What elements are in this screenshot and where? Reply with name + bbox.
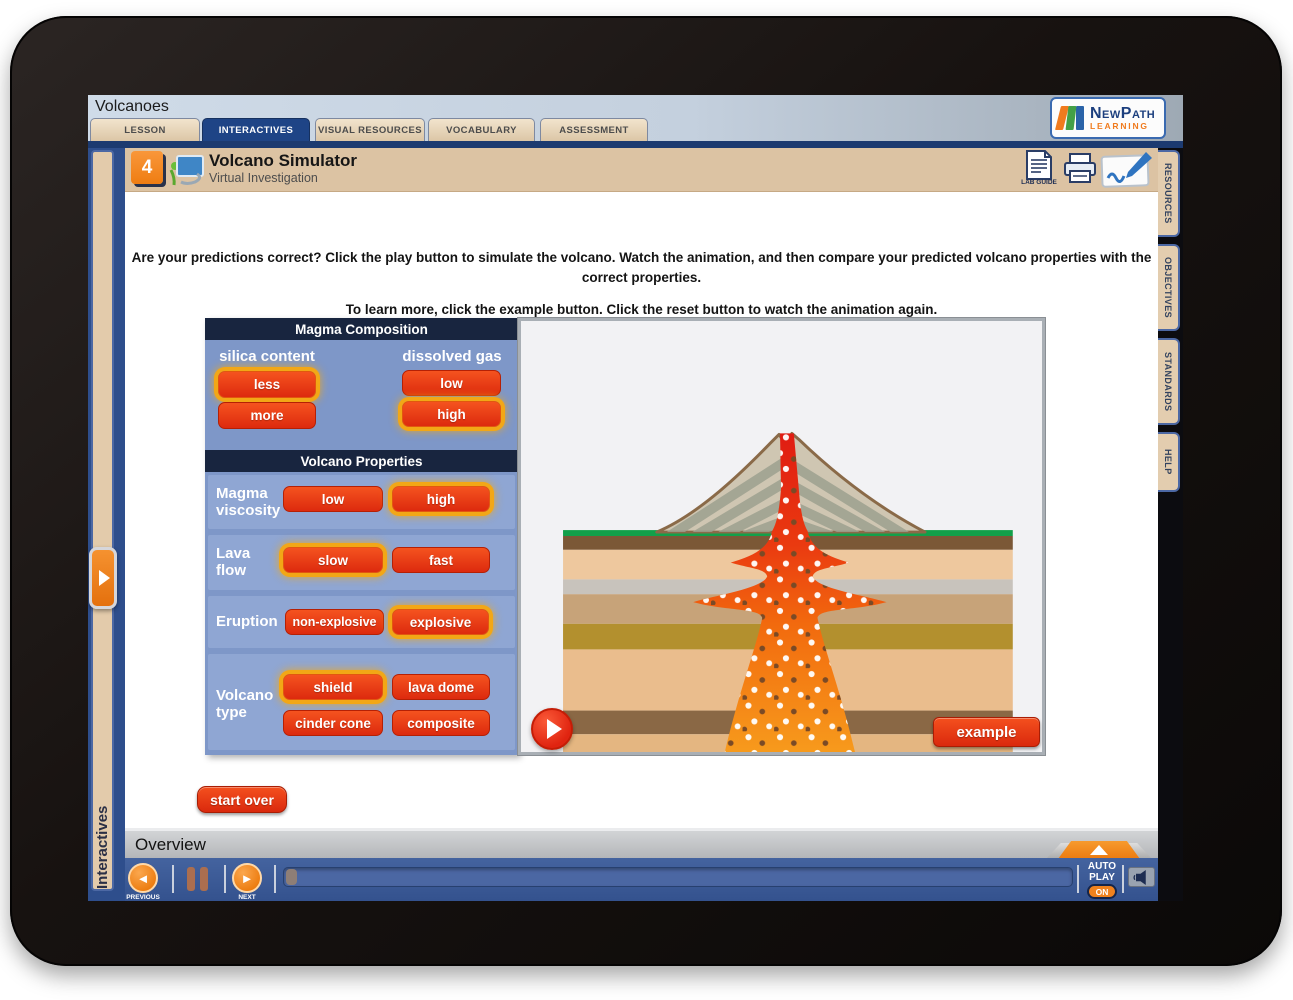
- newpath-learning-logo: [1050, 97, 1166, 139]
- prediction-panel: [205, 318, 518, 755]
- activity-subtitle: Virtual Investigation: [209, 171, 318, 185]
- viscosity-low-button[interactable]: low: [283, 486, 383, 512]
- logo-book-green-icon: [1066, 106, 1077, 130]
- whiteboard-icon[interactable]: [1100, 150, 1152, 188]
- main-content: [125, 148, 1158, 901]
- divider: [274, 865, 276, 893]
- divider: [1077, 865, 1079, 893]
- start-over-button[interactable]: start over: [197, 786, 287, 813]
- activity-header: [125, 148, 1158, 192]
- section-title: Overview: [135, 834, 206, 854]
- progress-track[interactable]: [283, 867, 1073, 887]
- expand-panel-tab[interactable]: [1058, 841, 1140, 859]
- type-cindercone-button[interactable]: cinder cone: [283, 710, 383, 736]
- magma-composition-header: Magma Composition: [205, 318, 518, 340]
- previous-button[interactable]: ◄: [128, 863, 158, 893]
- silica-more-button[interactable]: more: [218, 402, 316, 429]
- tablet-frame: [10, 16, 1282, 966]
- logo-brand-text: NewPath: [1090, 104, 1156, 122]
- tab-bar-divider: [88, 141, 1183, 148]
- tab-interactives[interactable]: INTERACTIVES: [202, 118, 310, 141]
- lava-flow-label: Lava flow: [216, 545, 251, 580]
- viscosity-high-button[interactable]: high: [392, 486, 490, 512]
- silica-less-button[interactable]: less: [218, 371, 316, 398]
- arrow-right-icon: [99, 570, 110, 586]
- volume-button[interactable]: [1128, 867, 1155, 887]
- magma-viscosity-label: Magma viscosity: [216, 485, 281, 520]
- logo-brand-subtext: LEARNING: [1090, 120, 1149, 131]
- type-shield-button[interactable]: shield: [283, 674, 383, 700]
- tab-resources[interactable]: RESOURCES: [1158, 150, 1180, 237]
- magma-viscosity-row: [208, 475, 515, 529]
- sidebar-tab-label: Interactives: [94, 805, 111, 889]
- lab-guide-label: LAB GUIDE: [1021, 179, 1057, 186]
- gas-low-button[interactable]: low: [402, 370, 501, 396]
- pause-button-bar-left[interactable]: [187, 867, 195, 891]
- tab-objectives[interactable]: OBJECTIVES: [1158, 244, 1180, 331]
- eruption-row: [208, 596, 515, 648]
- print-icon[interactable]: [1063, 153, 1097, 183]
- logo-book-blue-icon: [1076, 106, 1084, 130]
- tab-vocabulary[interactable]: VOCABULARY: [428, 118, 535, 141]
- play-button[interactable]: [531, 708, 573, 750]
- sidebar-tab-interactives[interactable]: [91, 150, 114, 891]
- instruction-line-1: Are your predictions correct? Click the play button to simulate the volcano. Watch the animation, and then compare your predicted volcano properties with the correct properties.: [131, 250, 1152, 286]
- sidebar-collapse-handle[interactable]: [89, 547, 117, 609]
- section-title-bar: [125, 828, 1158, 858]
- tab-standards[interactable]: STANDARDS: [1158, 338, 1180, 425]
- window-title: Volcanoes: [95, 98, 169, 115]
- flow-slow-button[interactable]: slow: [283, 547, 383, 573]
- type-composite-button[interactable]: composite: [392, 710, 490, 736]
- instruction-line-2: To learn more, click the example button. Click the reset button to watch the animation again.: [345, 302, 938, 317]
- lab-guide-icon[interactable]: [1025, 150, 1053, 180]
- flow-fast-button[interactable]: fast: [392, 547, 490, 573]
- gas-high-button[interactable]: high: [402, 401, 501, 427]
- playback-bar: [125, 858, 1158, 901]
- speaker-icon: [1133, 870, 1151, 885]
- pause-button-bar-right[interactable]: [200, 867, 208, 891]
- progress-thumb[interactable]: [286, 869, 297, 885]
- lava-flow-row: [208, 535, 515, 590]
- activity-title: Volcano Simulator: [209, 151, 357, 170]
- previous-label: PREVIOUS: [126, 894, 160, 901]
- type-lavadome-button[interactable]: lava dome: [392, 674, 490, 700]
- right-tab-strip: [1158, 148, 1183, 901]
- activity-number-badge: 4: [131, 151, 163, 184]
- next-button[interactable]: ►: [232, 863, 262, 893]
- tab-lesson[interactable]: LESSON: [90, 118, 200, 141]
- volcano-type-row: [208, 654, 515, 750]
- dissolved-gas-label: dissolved gas: [402, 348, 502, 365]
- volcano-properties-header: Volcano Properties: [205, 450, 518, 472]
- next-label: NEXT: [238, 894, 256, 901]
- divider: [1122, 865, 1124, 893]
- play-icon: [547, 719, 562, 739]
- silica-content-label: silica content: [219, 348, 315, 365]
- app-screen: [88, 95, 1183, 901]
- divider: [172, 865, 174, 893]
- eruption-explosive-button[interactable]: explosive: [392, 609, 489, 635]
- arrow-up-icon: [1090, 845, 1108, 855]
- eruption-label: Eruption: [216, 613, 278, 630]
- volcano-type-label: Volcano type: [216, 687, 274, 722]
- tab-help[interactable]: HELP: [1158, 432, 1180, 492]
- virtual-investigation-icon: [167, 152, 205, 188]
- autoplay-toggle[interactable]: ON: [1087, 884, 1117, 899]
- tab-visual-resources[interactable]: VISUAL RESOURCES: [315, 118, 425, 141]
- autoplay-label: AUTO PLAY: [1087, 861, 1117, 883]
- example-button[interactable]: example: [933, 717, 1040, 747]
- divider: [224, 865, 226, 893]
- volcano-animation-area: [518, 318, 1045, 755]
- tab-assessment[interactable]: ASSESSMENT: [540, 118, 648, 141]
- eruption-nonexplosive-button[interactable]: non-explosive: [285, 609, 384, 635]
- title-bar: [88, 95, 1183, 141]
- volcano-cross-section: [521, 321, 1042, 752]
